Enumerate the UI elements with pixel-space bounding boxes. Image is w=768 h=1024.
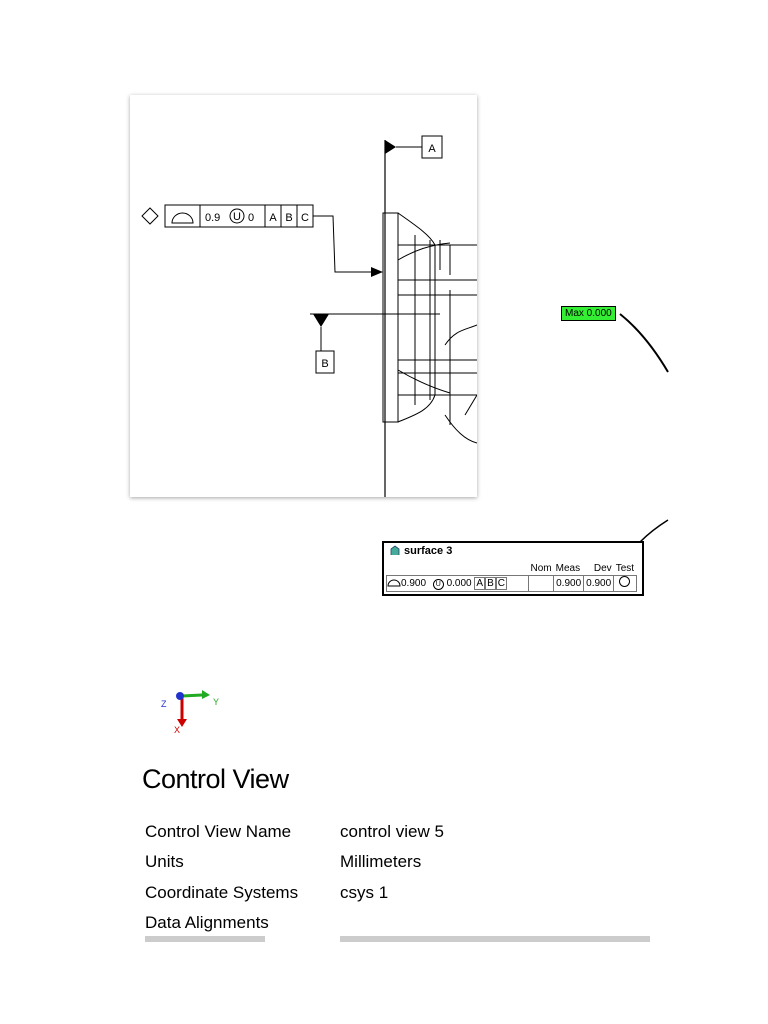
property-label: Units <box>145 852 184 871</box>
test-status-icon <box>619 576 630 587</box>
report-test <box>614 576 636 592</box>
property-value: csys 1 <box>340 883 389 902</box>
header-meas: Meas <box>554 563 584 576</box>
header-nom: Nom <box>530 563 552 574</box>
max-deviation-label: Max 0.000 <box>561 306 616 321</box>
report-title: surface 3 <box>404 545 453 557</box>
surface-report-table <box>382 541 644 596</box>
fcf-tolerance: 0.9 <box>205 212 221 224</box>
header-dev: Dev <box>584 563 614 576</box>
report-modifier-value: 0.000 <box>446 578 472 589</box>
property-value: Millimeters <box>340 852 422 871</box>
report-fcf-cell <box>387 576 529 592</box>
report-meas: 0.900 <box>554 576 584 592</box>
surface-feature-icon <box>390 545 400 556</box>
report-datum-a: A <box>476 578 484 589</box>
cropped-text-row <box>340 936 650 942</box>
axis-y-label: Y <box>213 697 220 707</box>
property-label: Data Alignments <box>145 913 269 932</box>
datum-b-label: B <box>321 358 329 370</box>
report-datum-b: B <box>487 578 494 589</box>
cropped-text-row <box>145 936 265 942</box>
axis-x-label: X <box>174 725 181 735</box>
report-grid <box>386 563 637 592</box>
table-row <box>387 576 637 592</box>
report-datum-c: C <box>497 578 505 589</box>
property-label: Control View Name <box>145 822 292 841</box>
report-title-row <box>390 545 452 557</box>
fcf-datum-2: B <box>285 212 293 224</box>
property-value: control view 5 <box>340 822 444 841</box>
fcf-datum-3: C <box>301 212 309 224</box>
fcf-datum-1: A <box>269 212 277 224</box>
report-tolerance: 0.900 <box>401 578 427 589</box>
property-label: Coordinate Systems <box>145 883 299 902</box>
axis-triad-icon <box>158 686 228 736</box>
datum-a-label: A <box>428 143 436 155</box>
fcf-modifier: U <box>233 211 241 223</box>
fcf-modifier-value: 0 <box>248 212 255 224</box>
page-title: Control View <box>142 764 289 794</box>
report-dev: 0.900 <box>584 576 614 592</box>
axis-z-label: Z <box>161 699 167 709</box>
report-nom <box>529 576 554 592</box>
profile-of-surface-icon <box>387 577 401 587</box>
header-test: Test <box>615 563 635 574</box>
unequal-modifier-icon: U <box>433 579 444 590</box>
